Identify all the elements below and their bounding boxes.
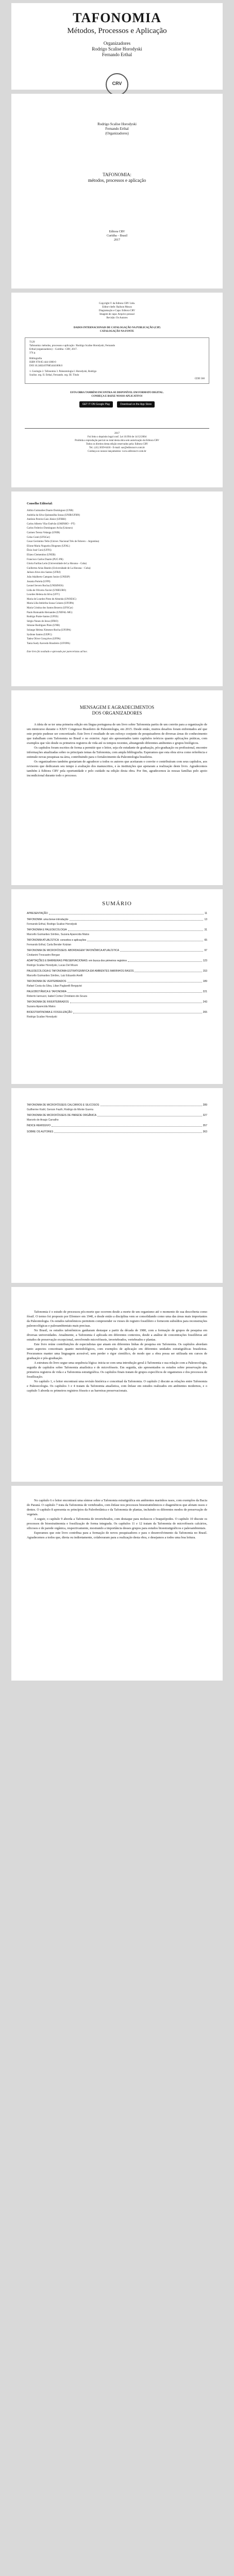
toc-entry-label: PALEOBOTÂNICA E TAFONOMIA [27, 990, 66, 993]
toc-entry-page: 65 [204, 939, 207, 942]
catalog-line: Bibliografia [29, 358, 42, 360]
author-line: (Organizadores) [105, 131, 129, 135]
publisher-line: 2017 [114, 239, 120, 242]
catalog-line: DOI 10.24824/978854441000.0 [29, 365, 63, 367]
council-title: Conselho Editorial: [27, 502, 53, 505]
toc-entry-authors: Rafael Costa da Silva, Lilian Paglarelli Bergqvist [27, 985, 82, 988]
toc-entry-label: BIOESTRATINOMIA E FOSSILIZAÇÃO [27, 1011, 72, 1014]
cdd-code: CDD 560 [194, 378, 205, 380]
publisher-logo-icon [106, 73, 128, 96]
catalog-line: Tafonomia: métodos, processos e aplicação / Rodrigo Scalise Horodyski, Fernando [29, 345, 115, 347]
text-page [11, 1486, 223, 1681]
continued-text [27, 1498, 207, 1540]
title-page [11, 3, 223, 90]
rights-line: Conheça os nossos lançamentos: www.editoracrv.com.br [88, 450, 146, 453]
catalog-line: T129 [29, 341, 35, 344]
toc-entry-label: TAFONOMIA DE MICROFÓSSEIS DE PAREDE ORGÂNICA [27, 1114, 97, 1117]
toc-entry-label: PALEOECOLOGIA E TAFONOMIA ESTRATIGRÁFICA EM AMBIENTES MARINHOS RASOS [27, 970, 134, 973]
toc-entry-authors: Marcello Guimarães Simões, Luiz Eduardo Anelli [27, 974, 83, 977]
half-title-heading [11, 172, 223, 183]
toc-entry-page: 243 [203, 1001, 207, 1004]
council-member: Maria Cristina dos Santos Bezerra (UFSCar) [27, 607, 73, 610]
council-member: Élsio José Corá (UFFS) [27, 549, 52, 552]
council-member: Elione Maria Nogueira Diogenes (UFAL) [27, 545, 70, 548]
toc-entry[interactable] [27, 1124, 207, 1128]
organizer-name: Rodrigo Scalise Horodyski [92, 46, 142, 52]
toc-list [27, 1104, 207, 1134]
toc-leader-dots [54, 1132, 202, 1133]
publisher-logo-text: CRV [112, 81, 122, 86]
toc-entry-label: TAFONOMIA: uma breve introdução [27, 918, 69, 921]
paragraph: Os organizadores também gostariam de agradecer a todos os autores que aceitaram o convite e contribuíram com seus capítulos, aos revisores que dedicaram seu tempo à avaliação dos manuscritos, e às instituições que apoiaram a realização deste livro. Agradecemos também à Editora CRV pela oportunidade e pelo cuidado na edição desta obra. Por fim, agradecemos às nossas famílias pelo apoio incondicional durante todo o processo. [27, 760, 207, 777]
toc-leader-dots [70, 920, 204, 921]
council-member: Celso Conti (UFSCar) [27, 536, 50, 539]
toc-leader-dots [68, 992, 202, 993]
toc-entry-page: 265 [203, 1011, 207, 1014]
council-member: Francisco Carlos Duarte (PUC-PR) [27, 558, 63, 561]
toc-leader-dots [68, 930, 204, 931]
app-badges [11, 401, 223, 408]
divider [25, 428, 209, 429]
council-member: Josania Portela (UFPI) [27, 580, 51, 583]
council-member: Cesar Gerónimo Tello (Univer. Nacional Três de Febrero – Argentina) [27, 540, 99, 544]
toc-entry-authors: Suzana Aparecida Matos [27, 1005, 56, 1008]
toc-entry-authors: Marcello Guimarães Simões, Suzana Aparecida Matos [27, 933, 90, 936]
rights-line: Tel.: (41) 3039-6418 - E-mail: sac@editoracrv.com.br [89, 447, 145, 449]
toc-entry-label: SOBRE OS AUTORES [27, 1130, 54, 1133]
organizer-name: Fernando Erthal [102, 52, 132, 57]
toc-entry-authors: Roberto Iannuzzi, Isabel Cortez Christiano-de-Souza [27, 995, 88, 998]
toc-entry-page: 31 [204, 928, 207, 931]
copyright-line: Diagramação e Capa: Editora CRV [98, 310, 136, 312]
half-title-authors [11, 122, 223, 136]
council-member: Guillermo Arias Beatón (Universidade de La Havana – Cuba) [27, 567, 91, 570]
copyright-line: Copyright © da Editora CRV Ltda. [99, 302, 135, 305]
council-member: Rodrigo Pratte-Santos (UFES) [27, 616, 59, 619]
google-play-badge[interactable]: GET IT ON Google Play [79, 401, 113, 408]
toc-entry[interactable] [27, 918, 207, 922]
acknowledgments-title-line: DOS ORGANIZADORES [92, 710, 142, 716]
toc-entry[interactable] [27, 912, 207, 916]
toc-entry-page: 153 [203, 970, 207, 973]
council-member: Aldira Guimarães Duarte Domínguez (UNB) [27, 510, 74, 512]
editorial-council-page [11, 492, 223, 686]
presentation-text [27, 1310, 207, 1393]
toc-entry[interactable] [27, 928, 207, 932]
paragraph: A seguir, o capítulo 9 aborda a Tafonomia de invertebrados, com destaque para moluscos e braquiópodes. O capítulo 10 discute os processos de bioestratinomia e fossilização de forma integrada. Os capítulos 11 e 12 tratam da Tafonomia de microfósseis calcários, silicosos e de parede orgânica, respectivamente, mostrando a importância desses grupos para estudos bioestratigráficos e paleoambientais. [27, 1517, 207, 1530]
toc-entry-page: 221 [203, 990, 207, 993]
rights-line: Todos os direitos desta edição reservados pela: Editora CRV [86, 443, 148, 446]
council-member: Antônio Pereira Gaio Júnior (UFRRJ) [27, 518, 66, 521]
acknowledgments-page [11, 690, 223, 885]
toc-entry-page: 97 [204, 949, 207, 952]
toc-entry-page: 11 [204, 912, 207, 915]
toc-entry-page: 123 [203, 959, 207, 962]
toc-entry-label: TAFONOMIA E PALEOECOLOGIA [27, 928, 67, 931]
publisher-line: Editora CRV [109, 230, 125, 233]
council-member: Carlos Alberto Vilar Estêvão (UMINHO – PT) [27, 522, 75, 526]
colophon-page [11, 293, 223, 487]
council-member: Simone Rodrigues Pinto (UNB) [27, 624, 60, 628]
council-list [27, 509, 207, 646]
toc-entry-authors: Guilherme Krahl, Gerson Fauth, Rodrigo do Monte Guerra [27, 1108, 93, 1111]
council-member: Paulo Romualdo Hernandes (UNIFAL-MG) [27, 611, 73, 614]
book-title: TAFONOMIA [73, 10, 161, 25]
council-member: Maria de Lourdes Pinto de Almeida (UNOESC) [27, 598, 77, 601]
catalog-line: 374 p. [29, 352, 36, 354]
half-title-publisher [11, 230, 223, 242]
toc-entry-page: 357 [203, 1124, 207, 1127]
digital-notice-line: ESTA OBRA TAMBÉM ENCONTRA-SE DISPONÍVEL EM FORMATO DIGITAL. [70, 392, 164, 394]
council-member: Jailson Alves dos Santos (UFRJ) [27, 571, 61, 574]
copyright-line: Revisão: Os Autores [106, 317, 128, 319]
paragraph: Os capítulos foram escritos de forma a permitir que o leitor, seja ele estudante de graduação, pós-graduação ou profissional, encontre informações atualizadas sobre os principais temas da Tafonomia, com ampla bibliografia. Esperamos que esta obra sirva como referência e estimule novas pesquisas na área, contribuindo para o fortalecimento da Paleontologia brasileira. [27, 746, 207, 759]
publisher-line: Curitiba – Brasil [107, 234, 127, 238]
toc-entry-label: TAFONOMIA DE MICROFÓSSEIS CALCÁRIOS E SILICOSOS [27, 1104, 99, 1107]
toc-entry-label: ÍNDICE REMISSIVO [27, 1124, 51, 1127]
acknowledgments-title-line: MENSAGEM E AGRADECIMENTOS [79, 705, 155, 710]
toc-list [27, 912, 207, 1019]
app-store-badge[interactable]: Download on the App Store [117, 401, 155, 408]
paragraph: No capítulo 6 o leitor encontrará uma síntese sobre a Tafonomia estratigráfica em ambientes marinhos rasos, com exemplos da Bacia do Paraná. O capítulo 7 trata da Tafonomia de vertebrados, com ênfase nos processos bioestratinômicos e diagenéticos que afetam ossos e dentes. O capítulo 8 apresenta os princípios da Paleobotânica e da Tafonomia de plantas, incluindo os diferentes modos de preservação de vegetais. [27, 1499, 207, 1516]
paragraph: Esperamos que este livro contribua para a formação de novos pesquisadores e para o desenvolvimento da Tafonomia no Brasil. Agradecemos a todos que, direta ou indiretamente, colaboraram para a realização desta obra, e desejamos a todos uma boa leitura. [27, 1531, 207, 1539]
council-member: Andréia da Silva Quintanilha Sousa (UNIR/UFRN) [27, 514, 80, 517]
toc-entry[interactable] [27, 980, 207, 984]
digital-notice [11, 391, 223, 398]
acknowledgments-text [27, 722, 207, 778]
author-line: Rodrigo Scalise Horodyski [97, 122, 137, 126]
toc-entry[interactable] [27, 1114, 207, 1117]
council-member: Sydione Santos (UEPG) [27, 633, 52, 636]
copyright-line: Imagem de capa: Arquivo pessoal [99, 313, 135, 316]
toc-title: SUMÁRIO [102, 901, 132, 907]
toc-entry-label: TAFONOMIA DE INVERTEBRADOS [27, 1001, 69, 1004]
toc-entry[interactable] [27, 939, 207, 942]
half-title-title: TAFONOMIA: [103, 172, 131, 177]
toc-entry-page: 13 [204, 918, 207, 921]
council-member: Lourdes Helena da Silva (UFV) [27, 594, 60, 597]
digital-notice-line: CONHEÇA E BAIXE NOSSO APLICATIVO! [91, 395, 143, 398]
toc-leader-dots [52, 1126, 202, 1127]
rights-line: 2017 [114, 432, 120, 435]
catalog-line: Erthal (organizadores) – Curitiba : CRV, 2017. [29, 348, 78, 351]
council-member: Carmen Tereza Velanga (UNIR) [27, 531, 60, 534]
book-subtitle: Métodos, Processos e Aplicação [67, 27, 167, 35]
half-title-page [11, 94, 223, 289]
catalog-line: ISBN 978-85-444-1000-0 [29, 361, 56, 364]
toc-entry[interactable] [27, 959, 207, 963]
council-member: Leonel Severo Rocha (UNISINOS) [27, 585, 63, 588]
catalog-title: DADOS INTERNACIONAIS DE CATALOGAÇÃO NA PUBLICAÇÃO (CIP) CATALOGAÇÃO NA FONTE [73, 327, 161, 333]
catalog-line: 1. Geologia 2. Tafonomia 3. Paleontologia I. Horodyski, Rodrigo [29, 370, 97, 373]
rights-line: Foi feito o depósito legal conf. Lei 10.994 de 14/12/2004 [87, 436, 147, 438]
toc-entry-page: 327 [203, 1114, 207, 1117]
acknowledgments-title [11, 705, 223, 716]
council-member: Elizeu Clementino (UNEB) [27, 553, 56, 556]
paragraph: No Brasil, os estudos tafonômicos ganharam destaque a partir da década de 1980, com a formação de grupos de pesquisa em diversas universidades. Atualmente, a Tafonomia é aplicada em diferentes contextos, desde a análise de concentrações fossilíferas até estudos de preservação excepcional, envolvendo microfósseis, invertebrados, vertebrados e plantas. [27, 1329, 207, 1342]
toc-entry[interactable] [27, 1001, 207, 1004]
toc-leader-dots [128, 961, 202, 962]
toc-entry-label: TAFONOMIA DE MICROFÓSSEIS: ABORDAGEM TAFONÔMICA ATUALÍSTICA [27, 949, 120, 952]
paragraph: A ideia de se ter uma primeira edição em língua portuguesa de um livro sobre Tafonomia partiu de um convite para a organização de um minicurso durante o XXIV Congresso Brasileiro de Paleontologia, em 2015. Desde então, muitos desafios foram enfrentados até que este projeto pudesse ser concretizado. Este livro é resultado de um esforço conjunto de pesquisadores de diversas áreas do conhecimento que trabalham com Tafonomia no Brasil e no exterior. Aqui são apresentados tanto capítulos teóricos quanto aplicações práticas, com exemplos que vão desde os primeiros registros de vida até os tempos recentes, abrangendo diferentes ambientes e grupos biológicos. [27, 723, 207, 745]
paragraph: A estrutura do livro segue uma sequência lógica: inicia-se com uma introdução geral à Tafonomia e sua relação com a Paleoecologia, seguida de capítulos sobre Tafonomia atualística e de microfósseis. Em seguida, são apresentados os estudos sobre preservação dos primeiros registros de vida e a Tafonomia estratigráfica. Os capítulos finais tratam de grupos específicos de organismos e dos processos de fossilização. [27, 1361, 207, 1379]
toc-entry-page: 289 [203, 1104, 207, 1107]
rights-line: Proibida a reprodução parcial ou total desta obra sem autorização da Editora CRV [75, 439, 159, 442]
toc-entry[interactable] [27, 949, 207, 953]
toc-entry[interactable] [27, 970, 207, 973]
toc-leader-dots [120, 951, 203, 952]
council-member: Tania Suely Azevedo Brasileiro (UFOPA) [27, 642, 70, 645]
council-member: Carlos Federico Dominguez Avila (Unieuro) [27, 527, 73, 530]
council-note: Este livro foi avaliado e aprovado por pareceristas ad hoc. [27, 651, 88, 654]
toc-page-1 [11, 889, 223, 1084]
toc-entry-page: 189 [203, 980, 207, 983]
toc-entry-authors: Marcelo de Araujo Carvalho [27, 1118, 59, 1122]
council-member: Maria Lília Imbiriba Sousa Colares (UFOPA) [27, 602, 74, 605]
paragraph: Este livro reúne contribuições de especialistas que atuam em diferentes linhas de pesquisa em Tafonomia. Os capítulos abordam tanto aspectos conceituais quanto metodológicos, com exemplos de aplicação em diferentes unidades estratigráficas brasileiras. Procuramos manter uma linguagem acessível, sem perder o rigor científico, de modo que a obra possa ser utilizada em cursos de graduação e pós-graduação. [27, 1343, 207, 1360]
toc-entry-authors: Cristianini Trescastro Bergue [27, 954, 60, 957]
paragraph: No capítulo 1, o leitor encontrará uma revisão histórica e conceitual da Tafonomia. O capítulo 2 discute as relações entre Tafonomia e Paleoecologia. Os capítulos 3 e 4 tratam da Tafonomia atualística, com ênfase em estudos realizados em ambientes modernos, e o capítulo 5 aborda os primeiros registros fósseis e as barreiras preservacionais. [27, 1380, 207, 1393]
author-line: Fernando Erthal [105, 127, 129, 131]
toc-entry-authors: Rodrigo Scalise Horodyski [27, 1015, 57, 1019]
organizers [11, 41, 223, 58]
toc-entry-authors: Rodrigo Scalise Horodyski, Lucas Del Mouro [27, 964, 78, 967]
catalog-line: Scalise. org. II. Erthal, Fernando. org. III. Título [29, 374, 79, 377]
catalog-card [25, 337, 209, 384]
toc-entry-label: TAFONOMIA DE VERTEBRADOS [27, 980, 66, 983]
toc-entry[interactable] [27, 1011, 207, 1014]
council-member: Sérgio Nunes de Jesus (IFRO) [27, 620, 58, 623]
toc-entry[interactable] [27, 1130, 207, 1134]
toc-page-2 [11, 1088, 223, 1283]
toc-entry-authors: Fernando Erthal, Carla Bender Kotzian [27, 943, 72, 946]
toc-entry-label: TAFONOMIA ATUALÍSTICA: conceitos e aplicações [27, 939, 87, 942]
organizers-label: Organizadores [103, 41, 131, 46]
council-member: Lídia de Oliveira Xavier (UNIEURO) [27, 589, 66, 592]
copyright-line: Editor-chefe: Railson Moura [102, 306, 132, 309]
toc-entry[interactable] [27, 1104, 207, 1107]
paragraph: Tafonomia é o estudo de processos pós-morte que ocorrem desde a morte de um organismo até o momento de sua descoberta como fóssil. O termo foi proposto por Efremov em 1940, e desde então a disciplina vem se consolidando como uma das áreas mais importantes da Paleontologia. Os estudos tafonômicos permitem compreender os vieses do registro fossilífero e fornecem subsídios para reconstruções paleoecológicas e paleoambientais mais precisas. [27, 1310, 207, 1328]
toc-entry-page: 363 [203, 1130, 207, 1133]
copyright-block [25, 302, 209, 320]
toc-entry[interactable] [27, 990, 207, 994]
half-title-subtitle: métodos, processos e aplicação [88, 178, 146, 183]
presentation-page [11, 1287, 223, 1482]
rights-block [25, 432, 209, 453]
toc-entry-label: ADAPTAÇÕES E BARREIRAS PRESERVACIONAIS: em busca dos primeiros registros [27, 959, 127, 962]
toc-entry-label: APRESENTAÇÃO [27, 912, 48, 915]
council-member: Tadeu Oliver Gonçalves (UFPA) [27, 638, 61, 641]
council-member: João Adalberto Campato Junior (UNESP) [27, 575, 70, 579]
toc-entry-authors: Fernando Erthal, Rodrigo Scalise Horodyski [27, 923, 77, 926]
council-member: Gloria Fariñas León (Universidade de La Havana – Cuba) [27, 563, 87, 566]
council-member: Solange Helena Ximenes-Rocha (UFOPA) [27, 629, 71, 632]
